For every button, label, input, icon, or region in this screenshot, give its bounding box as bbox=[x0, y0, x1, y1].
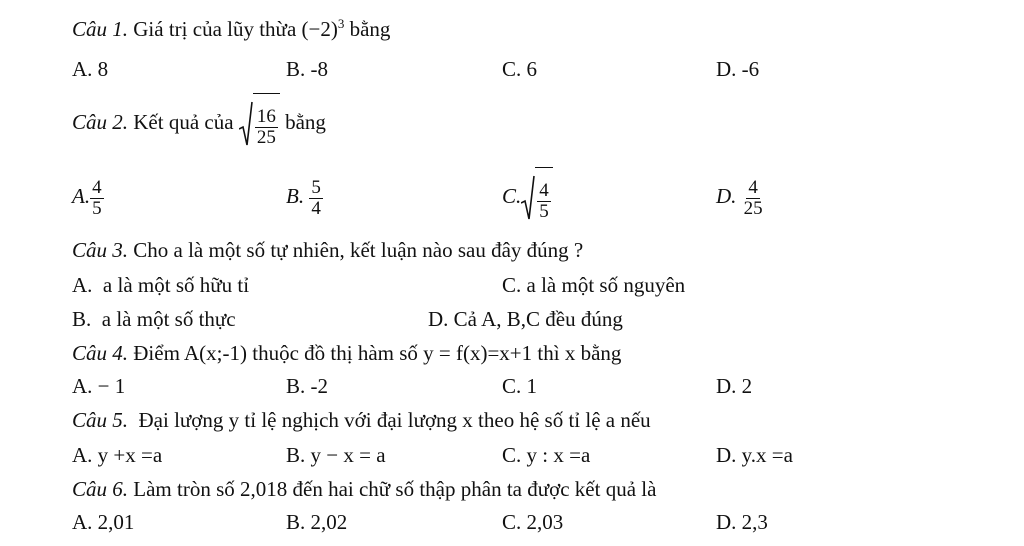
question-6-label: Câu 6. bbox=[72, 477, 129, 501]
question-3-label: Câu 3. bbox=[72, 238, 129, 262]
q4-option-a: A. − 1 bbox=[72, 374, 126, 398]
question-3 bbox=[72, 238, 583, 262]
q4-option-c: C. 1 bbox=[502, 374, 538, 398]
question-4 bbox=[72, 341, 621, 365]
question-2-text-before: Kết quả của bbox=[128, 110, 239, 134]
q4-option-b: B. -2 bbox=[286, 374, 329, 398]
question-2 bbox=[72, 92, 326, 152]
q3-option-d: D. Cả A, B,C đều đúng bbox=[428, 307, 623, 331]
question-5-label: Câu 5. bbox=[72, 408, 129, 432]
question-1 bbox=[72, 12, 390, 41]
q5-option-a: A. y +x =a bbox=[72, 443, 163, 467]
q1-option-c: C. 6 bbox=[502, 57, 538, 81]
question-2-sqrt-numerator: 16 bbox=[256, 105, 276, 127]
question-1-label: Câu 1. bbox=[72, 17, 129, 41]
q3-option-c: C. a là một số nguyên bbox=[502, 273, 686, 297]
q3-option-a: A. a là một số hữu tỉ bbox=[72, 273, 250, 297]
q6-option-b: B. 2,02 bbox=[286, 510, 348, 534]
question-2-label: Câu 2. bbox=[72, 110, 129, 134]
q5-option-c: C. y : x =a bbox=[502, 443, 591, 467]
q2-option-d: D. $\frac{4}{25}$ bbox=[716, 176, 763, 219]
q3-option-b: B. a là một số thực bbox=[72, 307, 236, 331]
q6-option-c: C. 2,03 bbox=[502, 510, 564, 534]
q6-option-a: A. 2,01 bbox=[72, 510, 135, 534]
q5-option-b: B. y − x = a bbox=[286, 443, 386, 467]
question-6-text: Làm tròn số 2,018 đến hai chữ số thập phân ta được kết quả là bbox=[128, 477, 657, 501]
q2-option-a: A. $\frac{4}{5}$ bbox=[72, 176, 102, 219]
question-1-text-before: Giá trị của lũy thừa bbox=[128, 17, 302, 41]
question-2-sqrt bbox=[239, 93, 280, 155]
radical-sign-icon bbox=[521, 175, 535, 221]
q4-option-d: D. 2 bbox=[716, 374, 753, 398]
question-1-text-after: bằng bbox=[344, 17, 391, 41]
radical-sign-icon bbox=[239, 101, 253, 147]
q2-option-c-sqrt: $\frac{4}{5}$ bbox=[521, 167, 553, 229]
question-5-text: Đại lượng y tỉ lệ nghịch với đại lượng x theo hệ số tỉ lệ a nếu bbox=[128, 408, 651, 432]
question-4-label: Câu 4. bbox=[72, 341, 129, 365]
q6-option-d: D. 2,3 bbox=[716, 510, 768, 534]
q2-option-c: C. $\frac{4}{5}$ bbox=[502, 166, 553, 229]
q2-option-b: B. $\frac{5}{4}$ bbox=[286, 176, 321, 219]
question-2-sqrt-denominator: 25 bbox=[256, 126, 276, 148]
q1-option-a: A. 8 bbox=[72, 57, 109, 81]
question-2-text-after: bằng bbox=[279, 110, 326, 134]
question-5 bbox=[72, 408, 651, 432]
question-6 bbox=[72, 477, 656, 501]
q1-option-d: D. -6 bbox=[716, 57, 760, 81]
question-4-text: Điểm A(x;-1) thuộc đồ thị hàm số y = f(x)=x+1 thì x bằng bbox=[128, 341, 622, 365]
question-1-base: (−2) bbox=[301, 17, 338, 41]
question-3-text: Cho a là một số tự nhiên, kết luận nào sau đây đúng ? bbox=[128, 238, 584, 262]
q5-option-d: D. y.x =a bbox=[716, 443, 793, 467]
q1-option-b: B. -8 bbox=[286, 57, 329, 81]
question-1-exponent: 3 bbox=[337, 16, 345, 31]
